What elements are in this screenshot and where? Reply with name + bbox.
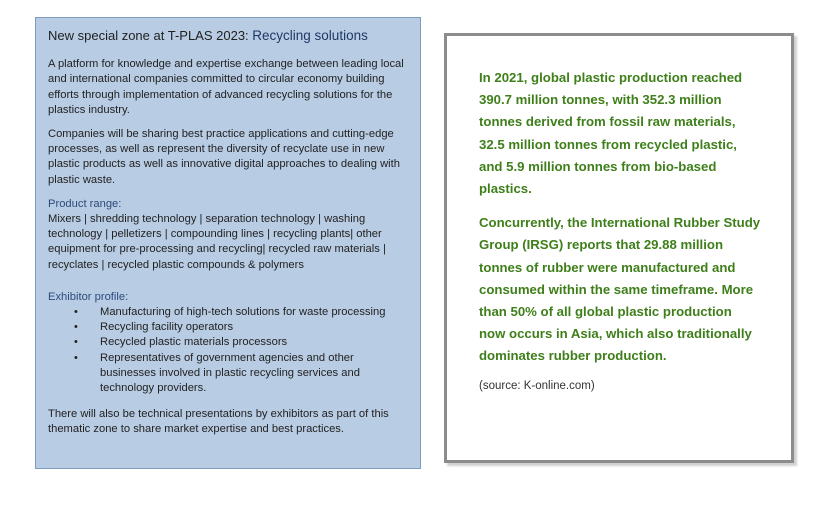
exhibitor-profile-label: Exhibitor profile:: [48, 290, 129, 303]
list-item: • Manufacturing of high-tech solutions for waste processing: [48, 305, 408, 320]
bullet-icon: •: [74, 351, 78, 364]
closing-paragraph: There will also be technical presentations by exhibitors as part of this thematic zone to share market expertise and best practices.: [48, 408, 389, 436]
intro-paragraph-1: A platform for knowledge and expertise exchange between leading local and international companies committed to circular economy building efforts through implementation of advanced recycling solutions for the plastics industry.: [48, 58, 404, 116]
bullet-icon: •: [74, 321, 78, 334]
product-range-text: Mixers | shredding technology | separation technology | washing technology | pelletizers | compounding lines | recycling plants| other equipment for pre-processing and recycling| recycled raw materials | recyclates | recycled plastic compounds & polymers: [48, 213, 386, 271]
recycling-zone-panel: [35, 17, 421, 469]
panel-title: [48, 28, 408, 43]
bullet-icon: •: [74, 306, 78, 319]
exhibitor-profile-list: [48, 305, 408, 396]
list-item: • Representatives of government agencies and other businesses involved in plastic recycling services and technology providers.: [74, 351, 360, 395]
product-range-label: Product range:: [48, 197, 122, 210]
rubber-production-paragraph: Concurrently, the International Rubber Study Group (IRSG) reports that 29.88 million tonnes of rubber were manufactured and consumed within the same timeframe. More than 50% of all global plastic production now occurs in Asia, which also traditionally dominates rubber production.: [479, 215, 761, 364]
statistics-callout-box: [444, 33, 794, 463]
bullet-icon: •: [74, 336, 78, 349]
source-citation: (source: K-online.com): [479, 379, 595, 392]
list-item: • Recycling facility operators: [48, 320, 408, 335]
title-accent: Recycling solutions: [252, 28, 368, 43]
list-item: • Recycled plastic materials processors: [48, 335, 408, 350]
intro-paragraph-2: Companies will be sharing best practice applications and cutting-edge processes, as well as represent the diversity of recyclate use in new plastic products as well as innovative digital approaches to dealing with plastic waste.: [48, 128, 400, 186]
title-prefix: New special zone at T-PLAS 2023:: [48, 28, 253, 43]
plastic-production-paragraph: In 2021, global plastic production reached 390.7 million tonnes, with 352.3 million tonnes derived from fossil raw materials, 32.5 million tonnes from recycled plastic, and 5.9 million tonnes from bio-based plastics.: [479, 70, 743, 197]
